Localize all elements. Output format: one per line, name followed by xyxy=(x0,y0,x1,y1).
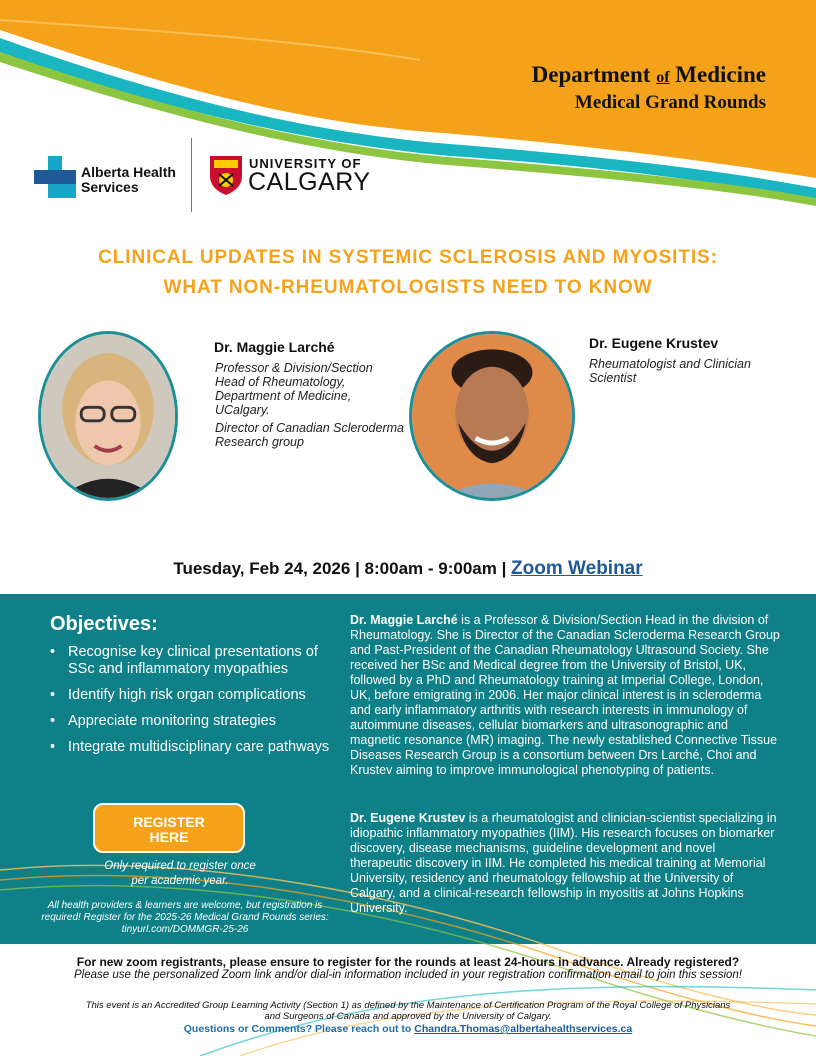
talk-title: CLINICAL UPDATES IN SYSTEMIC SCLEROSIS AND MYOSITIS: WHAT NON-RHEUMATOLOGISTS NEED TO KNOW xyxy=(98,247,718,298)
objective-item: • Recognise key clinical presentations of SSc and inflammatory myopathies xyxy=(50,644,330,678)
contact-email-link[interactable]: Chandra.Thomas@albertahealthservices.ca xyxy=(414,1023,633,1035)
speaker-role2-larche: Director of Canadian Scleroderma Research group xyxy=(215,421,404,449)
zoom-registration-notice: For new zoom registrants, please ensure to register for the rounds at least 24-hours in advance. Already registered? xyxy=(76,955,740,969)
ahs-cross-icon xyxy=(34,156,76,198)
speaker-name-krustev: Dr. Eugene Krustev xyxy=(589,335,719,351)
event-datetime: Tuesday, Feb 24, 2026 | 8:00am - 9:00am | Zoom Webinar xyxy=(173,558,643,579)
ucalgary-logo-line1: UNIVERSITY OF xyxy=(249,156,362,171)
speaker-photo-larche xyxy=(38,331,178,501)
register-series-note: All health providers & learners are welcome, but registration is required! Register for the 2025-26 Medical Grand Rounds series: tinyurl.com/DOMMGR-25-26 xyxy=(41,900,329,935)
speaker-photo-krustev xyxy=(409,331,575,501)
zoom-link-instructions: Please use the personalized Zoom link and/or dial-in information included in your registration confirmation email to join this session! xyxy=(74,969,742,981)
logo-divider xyxy=(191,138,192,212)
objective-item: • Identify high risk organ complications xyxy=(50,687,330,704)
bio-larche: Dr. Maggie Larché is a Professor & Division/Section Head in the division of Rheumatology. She is Director of the Canadian Scleroderma Research Group and Past-President of the Canadian Rheumatology Ultrasound Society. She received her BSc and Medical degree from the University of Bristol, UK, followed by a PhD and Rheumatology training at Imperial College, London, UK, before emigrating in 2006. Her major clinical interest is in scleroderma and early inflammatory arthritis with research interests in immunology of autoimmune diseases, cellular biomarkers and ultrasonographic and magnetic resonance (MR) imaging. The newly established Connective Tissue Diseases Research Group is a consortium between Drs Larché, Choi and Krustev aiming to improve immunological phenotyping of patients. xyxy=(350,613,780,777)
register-button[interactable]: REGISTER HERE xyxy=(93,803,245,853)
register-note: Only required to register once per academic year. xyxy=(104,860,256,887)
zoom-webinar-link[interactable]: Zoom Webinar xyxy=(511,558,643,579)
contact-line: Questions or Comments? Please reach out to Chandra.Thomas@albertahealthservices.ca xyxy=(183,1023,633,1035)
ucalgary-logo-line2: CALGARY xyxy=(248,168,371,196)
objective-item: • Integrate multidisciplinary care pathways xyxy=(50,739,330,756)
header-wave-graphic xyxy=(0,0,816,240)
speaker-role-krustev: Rheumatologist and Clinician Scientist xyxy=(589,357,751,385)
grand-rounds-subtitle: Medical Grand Rounds xyxy=(574,92,766,113)
objectives-heading: Objectives: xyxy=(50,613,158,635)
speaker-role-larche: Professor & Division/Section Head of Rheumatology, Department of Medicine, UCalgary. xyxy=(215,361,373,417)
ucalgary-crest-icon xyxy=(208,154,244,196)
bio-krustev: Dr. Eugene Krustev is a rheumatologist and clinician-scientist specializing in idiopathic inflammatory myopathies (IIM). His research focuses on biomarker discovery, disease mechanisms, guideline development and novel therapeutic discovery in IIM. He completed his medical training at Memorial University, residency and rheumatology fellowship at the University of Calgary, and a clinical-research fellowship in myositis at Johns Hopkins University. xyxy=(350,811,777,915)
accreditation-statement: This event is an Accredited Group Learning Activity (Section 1) as defined by the Maintenance of Certification Program of the Royal College of Physicians and Surgeons of Canada and approved by the University of Calgary. xyxy=(85,1000,731,1022)
ahs-logo-text: Alberta Health Services xyxy=(81,164,176,195)
speaker-name-larche: Dr. Maggie Larché xyxy=(214,339,335,355)
objectives-list xyxy=(50,644,330,765)
objective-item: • Appreciate monitoring strategies xyxy=(50,713,330,730)
department-title: Department of Medicine xyxy=(531,62,766,87)
